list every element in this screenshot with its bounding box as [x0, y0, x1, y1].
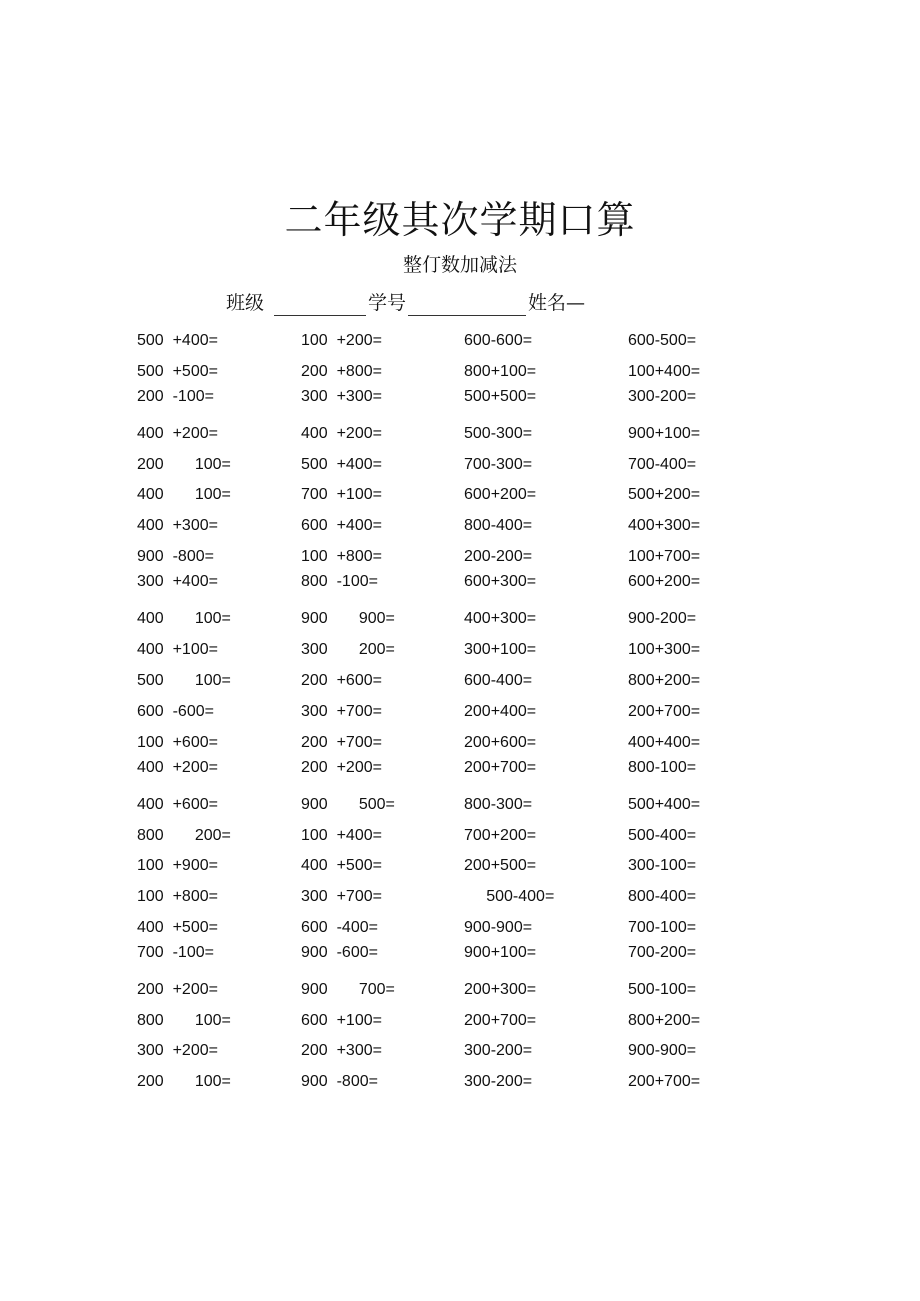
- problem: 400 +600=: [137, 796, 218, 813]
- problem: 200+700=: [464, 1012, 537, 1029]
- problem-row: [0, 1040, 920, 1062]
- problem: 400 +200=: [301, 425, 382, 442]
- problem: 400+400=: [628, 734, 701, 751]
- problem-row: [0, 886, 920, 908]
- problem: 300-100=: [628, 857, 697, 874]
- problem: 500 +400=: [137, 332, 218, 349]
- problem: 400+300=: [628, 517, 701, 534]
- problem: 900-900=: [628, 1042, 697, 1059]
- problem-row: [0, 757, 920, 779]
- problem: 200 100=: [137, 456, 231, 473]
- problem-row: [0, 1071, 920, 1093]
- problem-row: [0, 670, 920, 692]
- problem: 100 +200=: [301, 332, 382, 349]
- problem: 100+700=: [628, 548, 701, 565]
- problem-row: [0, 330, 920, 352]
- problem: 200+700=: [464, 759, 537, 776]
- problem: 600+300=: [464, 573, 537, 590]
- problem: 900+100=: [464, 944, 537, 961]
- problem: 500-300=: [464, 425, 533, 442]
- problem: 100 +600=: [137, 734, 218, 751]
- problem: 500+200=: [628, 486, 701, 503]
- student-no-label: 学号: [368, 292, 407, 314]
- problem-row: [0, 855, 920, 877]
- problem: 600+200=: [628, 573, 701, 590]
- problem: 400 +200=: [137, 425, 218, 442]
- problem-row: [0, 386, 920, 408]
- problem: 500+500=: [464, 388, 537, 405]
- problem: 300 +700=: [301, 888, 382, 905]
- problem-row: [0, 546, 920, 568]
- problem: 200 +800=: [301, 363, 382, 380]
- problem: 300 200=: [301, 641, 395, 658]
- problem: 600 -400=: [301, 919, 378, 936]
- problem-row: [0, 361, 920, 383]
- problem: 900 900=: [301, 610, 395, 627]
- problem: 400+300=: [464, 610, 537, 627]
- problem-row: [0, 454, 920, 476]
- problem: 900+100=: [628, 425, 701, 442]
- problem: 500+400=: [628, 796, 701, 813]
- problem: 100+400=: [628, 363, 701, 380]
- problem-row: [0, 701, 920, 723]
- problem: 300+100=: [464, 641, 537, 658]
- problem: 700+200=: [464, 827, 537, 844]
- student-no-blank: [408, 295, 526, 316]
- problem: 900 -800=: [137, 548, 214, 565]
- class-label: 班级: [226, 292, 265, 314]
- problem: 600 +100=: [301, 1012, 382, 1029]
- problem: 800+200=: [628, 1012, 701, 1029]
- problem: 900 -600=: [301, 944, 378, 961]
- problem-row: [0, 979, 920, 1001]
- problem: 200+600=: [464, 734, 537, 751]
- problem: 200 +600=: [301, 672, 382, 689]
- page-subtitle: 整仃数加减法: [402, 254, 517, 276]
- problem: 200 +300=: [301, 1042, 382, 1059]
- problem: 300 +200=: [137, 1042, 218, 1059]
- problem-row: [0, 794, 920, 816]
- problem-row: [0, 423, 920, 445]
- problem: 200+700=: [628, 703, 701, 720]
- problem-row: [0, 484, 920, 506]
- problem: 900 500=: [301, 796, 395, 813]
- problem-row: [0, 1010, 920, 1032]
- problem-row: [0, 639, 920, 661]
- problem: 800+200=: [628, 672, 701, 689]
- problem: 900-900=: [464, 919, 533, 936]
- problem-row: [0, 515, 920, 537]
- problem-row: [0, 571, 920, 593]
- problem: 200 100=: [137, 1073, 231, 1090]
- problem: 400 +300=: [137, 517, 218, 534]
- problem: 900-200=: [628, 610, 697, 627]
- problem: 700-300=: [464, 456, 533, 473]
- problem: 800 100=: [137, 1012, 231, 1029]
- problem: 800-400=: [628, 888, 697, 905]
- problem: 200+700=: [628, 1073, 701, 1090]
- problem: 900 -800=: [301, 1073, 378, 1090]
- problem: 300 +300=: [301, 388, 382, 405]
- problem: 600 +400=: [301, 517, 382, 534]
- problem: 100 +400=: [301, 827, 382, 844]
- problem: 700-200=: [628, 944, 697, 961]
- problem: 500 +400=: [301, 456, 382, 473]
- problem: 800-300=: [464, 796, 533, 813]
- problem: 200+500=: [464, 857, 537, 874]
- problem: 400 100=: [137, 610, 231, 627]
- problem: 100 +800=: [137, 888, 218, 905]
- problem: 300-200=: [464, 1073, 533, 1090]
- problem: 700-100=: [628, 919, 697, 936]
- problem: 200-200=: [464, 548, 533, 565]
- problem: 900 700=: [301, 981, 395, 998]
- problem: 600 -600=: [137, 703, 214, 720]
- problem: 200 -100=: [137, 388, 214, 405]
- problem: 100 +900=: [137, 857, 218, 874]
- problem: 500-400=: [464, 888, 555, 905]
- problem-row: [0, 732, 920, 754]
- problem: 800-400=: [464, 517, 533, 534]
- problem: 600+200=: [464, 486, 537, 503]
- problem: 600-400=: [464, 672, 533, 689]
- page-title: 二年级其次学期口算: [284, 198, 636, 242]
- problem: 300 +400=: [137, 573, 218, 590]
- problem: 700 +100=: [301, 486, 382, 503]
- problem: 400 +500=: [301, 857, 382, 874]
- problem: 800+100=: [464, 363, 537, 380]
- problem: 300 +700=: [301, 703, 382, 720]
- problem: 700-400=: [628, 456, 697, 473]
- problem: 200+400=: [464, 703, 537, 720]
- problem: 400 +200=: [137, 759, 218, 776]
- problem: 800-100=: [628, 759, 697, 776]
- problem: 300-200=: [464, 1042, 533, 1059]
- problem: 200 +200=: [137, 981, 218, 998]
- problem: 600-600=: [464, 332, 533, 349]
- problem: 100 +800=: [301, 548, 382, 565]
- problem: 200+300=: [464, 981, 537, 998]
- problem: 500-400=: [628, 827, 697, 844]
- problem: 400 +100=: [137, 641, 218, 658]
- problem: 500 +500=: [137, 363, 218, 380]
- class-blank: [274, 295, 366, 316]
- problem: 200 +700=: [301, 734, 382, 751]
- problem: 800 -100=: [301, 573, 378, 590]
- problem: 200 +200=: [301, 759, 382, 776]
- problem: 400 +500=: [137, 919, 218, 936]
- problem-row: [0, 825, 920, 847]
- problem: 100+300=: [628, 641, 701, 658]
- student-info-line: [226, 290, 585, 316]
- problem: 500 100=: [137, 672, 231, 689]
- problem: 800 200=: [137, 827, 231, 844]
- problem: 400 100=: [137, 486, 231, 503]
- problem-row: [0, 942, 920, 964]
- problem-row: [0, 917, 920, 939]
- problem: 500-100=: [628, 981, 697, 998]
- name-label: 姓名—: [528, 292, 586, 314]
- problem-row: [0, 608, 920, 630]
- problem: 300-200=: [628, 388, 697, 405]
- problem: 600-500=: [628, 332, 697, 349]
- problem: 700 -100=: [137, 944, 214, 961]
